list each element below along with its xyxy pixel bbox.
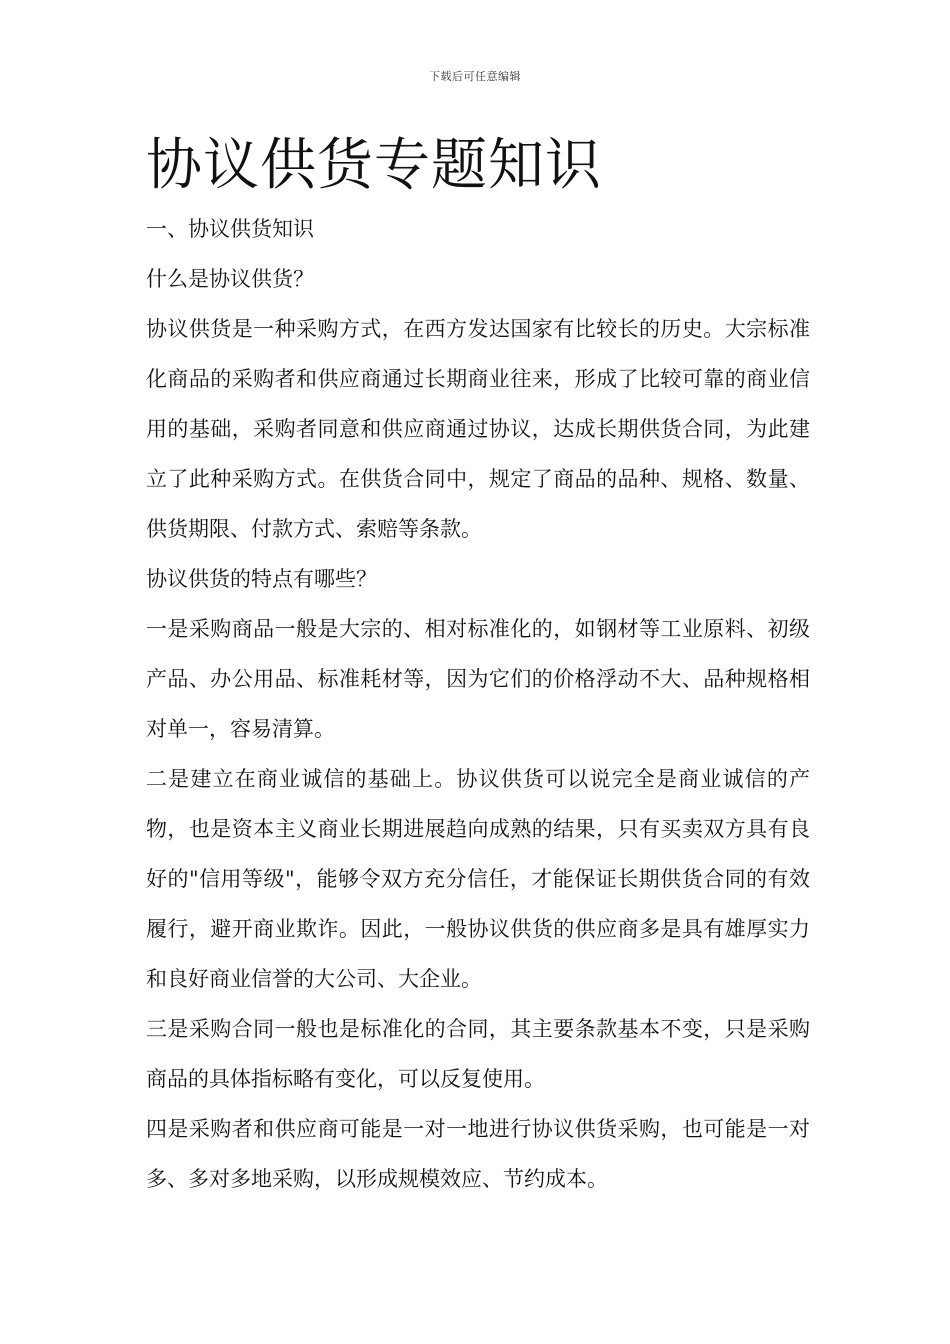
document-title: 协议供货专题知识 (146, 133, 602, 198)
section-heading: 一、协议供货知识 (146, 217, 314, 241)
question-heading: 什么是协议供货？ (146, 267, 314, 291)
body-paragraph: 三是采购合同一般也是标准化的合同，其主要条款基本不变，只是采购商品的具体指标略有变化，可以反复使用。 (146, 1017, 810, 1091)
body-paragraph: 二是建立在商业诚信的基础上。协议供货可以说完全是商业诚信的产物，也是资本主义商业长期进展趋向成熟的结果，只有买卖双方具有良好的"信用等级"，能够令双方充分信任，才能保证长期供货合同的有效履行，避开商业欺诈。因此，一般协议供货的供应商多是具有雄厚实力和良好商业信誉的大公司、大企业。 (146, 767, 810, 991)
header-note: 下载后可任意编辑 (429, 70, 521, 83)
body-paragraph: 一是采购商品一般是大宗的、相对标准化的，如钢材等工业原料、初级产品、办公用品、标准耗材等，因为它们的价格浮动不大、品种规格相对单一，容易清算。 (146, 617, 810, 741)
body-paragraph: 协议供货是一种采购方式，在西方发达国家有比较长的历史。大宗标准化商品的采购者和供应商通过长期商业往来，形成了比较可靠的商业信用的基础，采购者同意和供应商通过协议，达成长期供货合同，为此建立了此种采购方式。在供货合同中，规定了商品的品种、规格、数量、供货期限、付款方式、索赔等条款。 (146, 317, 810, 541)
document-body (146, 128, 810, 1204)
body-paragraph: 四是采购者和供应商可能是一对一地进行协议供货采购，也可能是一对多、多对多地采购，以形成规模效应、节约成本。 (146, 1117, 810, 1191)
question-heading: 协议供货的特点有哪些？ (146, 567, 377, 591)
